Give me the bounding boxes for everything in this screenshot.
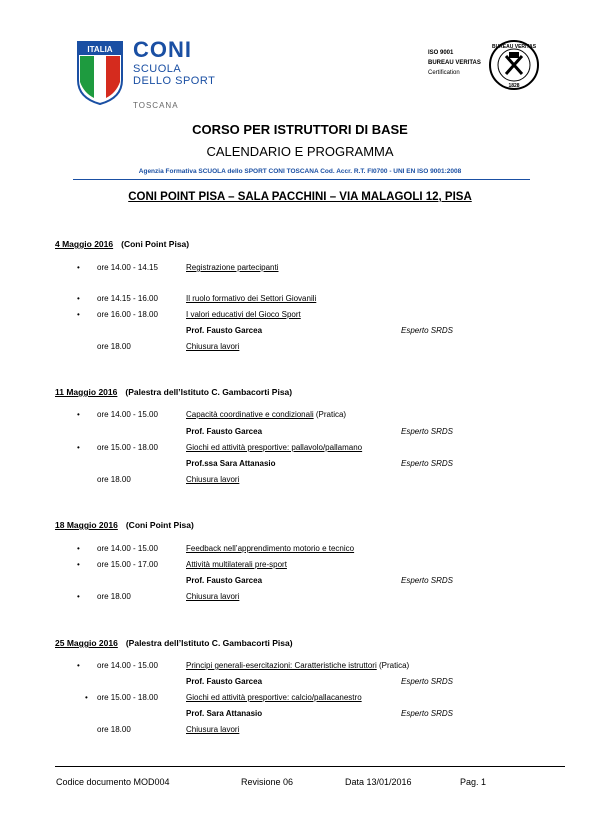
session-topic: Capacità coordinative e condizionali (Pratica) [186,410,347,419]
instructor-name: Prof. Fausto Garcea [186,576,263,585]
day-heading [55,239,189,249]
instructor-role: Esperto SRDS [401,459,454,468]
day-place: (Palestra dell’Istituto C. Gambacorti Pisa) [125,387,293,397]
session-time: ore 14.00 - 15.00 [97,544,158,553]
instructor-role: Esperto SRDS [401,326,454,335]
footer-divider [55,766,565,767]
instructor-name: Prof. Fausto Garcea [186,427,263,436]
course-title: CORSO PER ISTRUTTORI DI BASE [192,122,408,137]
coni-brand-sub2: DELLO SPORT [133,75,216,87]
revision: Revisione 06 [241,777,294,787]
instructor-role: Esperto SRDS [401,677,454,686]
session-time: ore 18.00 [97,725,131,734]
bullet: • [77,443,80,452]
bullet: • [77,544,80,553]
session-topic: Chiusura lavori [186,342,240,351]
day-place: (Coni Point Pisa) [121,239,190,249]
document-code: Codice documento MOD004 [56,777,170,787]
coni-shield-logo [76,40,124,106]
session-topic: Registrazione partecipanti [186,263,279,272]
day-date: 4 Maggio 2016 [55,239,114,249]
session-topic: Attività multilaterali pre-sport [186,560,287,569]
day-heading [55,387,292,397]
agency-line: Agenzia Formativa SCUOLA dello SPORT CONI TOSCANA Cod. Accr. R.T. FI0700 - UNI EN ISO 9001:2008 [138,168,462,175]
bullet: • [77,263,80,272]
instructor-role: Esperto SRDS [401,576,454,585]
iso-certification-box [422,42,485,87]
instructor-name: Prof. Sara Attanasio [186,709,263,718]
header-divider [73,179,530,180]
session-topic: Giochi ed attività presportive: pallavolo/pallamano [186,443,363,452]
session-time: ore 15.00 - 18.00 [97,693,158,702]
instructor-name: Prof. Fausto Garcea [186,326,263,335]
session-topic: Feedback nell’apprendimento motorio e tecnico [186,544,355,553]
day-date: 25 Maggio 2016 [55,638,118,648]
instructor-name: Prof.ssa Sara Attanasio [186,459,276,468]
bullet: • [77,661,80,670]
session-topic: Il ruolo formativo dei Settori Giovanili [186,294,317,303]
bullet: • [77,410,80,419]
session-time: ore 15.00 - 18.00 [97,443,158,452]
session-time: ore 15.00 - 17.00 [97,560,158,569]
page-number: Pag. 1 [460,777,487,787]
session-time: ore 18.00 [97,592,131,601]
day-date: 11 Maggio 2016 [55,387,118,397]
bullet: • [77,592,80,601]
session-time: ore 14.00 - 14.15 [97,263,158,272]
instructor-name: Prof. Fausto Garcea [186,677,263,686]
bureau-veritas-seal-icon [488,38,540,94]
cert-line-3: Certification [428,70,460,76]
day-heading [55,520,194,530]
session-topic: Chiusura lavori [186,592,240,601]
venue-heading: CONI POINT PISA – SALA PACCHINI – VIA MALAGOLI 12, PISA [128,191,472,203]
shield-label: ITALIA [87,45,113,54]
document-date: Data 13/01/2016 [345,777,412,787]
bullet: • [77,294,80,303]
cert-line-1: ISO 9001 [428,50,454,56]
bullet: • [77,310,80,319]
instructor-role: Esperto SRDS [401,427,454,436]
session-topic: Chiusura lavori [186,475,240,484]
session-topic: Chiusura lavori [186,725,240,734]
day-heading [55,638,293,648]
session-time: ore 18.00 [97,475,131,484]
cert-line-2: BUREAU VERITAS [428,60,481,66]
course-subtitle: CALENDARIO E PROGRAMMA [206,144,394,159]
session-time: ore 16.00 - 18.00 [97,310,158,319]
day-place: (Coni Point Pisa) [125,520,194,530]
coni-region: TOSCANA [133,101,179,110]
session-time: ore 14.00 - 15.00 [97,661,158,670]
seal-year: 1828 [508,83,520,89]
session-time: ore 14.00 - 15.00 [97,410,158,419]
bullet: • [77,560,80,569]
session-topic: I valori educativi del Gioco Sport [186,310,301,319]
session-topic: Giochi ed attività presportive: calcio/pallacanestro [186,693,362,702]
coni-brand-sub1: SCUOLA [133,63,182,75]
day-place: (Palestra dell’Istituto C. Gambacorti Pisa) [125,638,293,648]
day-date: 18 Maggio 2016 [55,520,118,530]
session-topic: Principi generali-esercitazioni: Caratteristiche istruttori (Pratica) [186,661,410,670]
session-time: ore 14.15 - 16.00 [97,294,158,303]
seal-text: BUREAU VERITAS [491,44,537,50]
instructor-role: Esperto SRDS [401,709,454,718]
bullet: • [85,693,88,702]
session-time: ore 18.00 [97,342,131,351]
coni-brand-name: CONI [133,37,192,62]
